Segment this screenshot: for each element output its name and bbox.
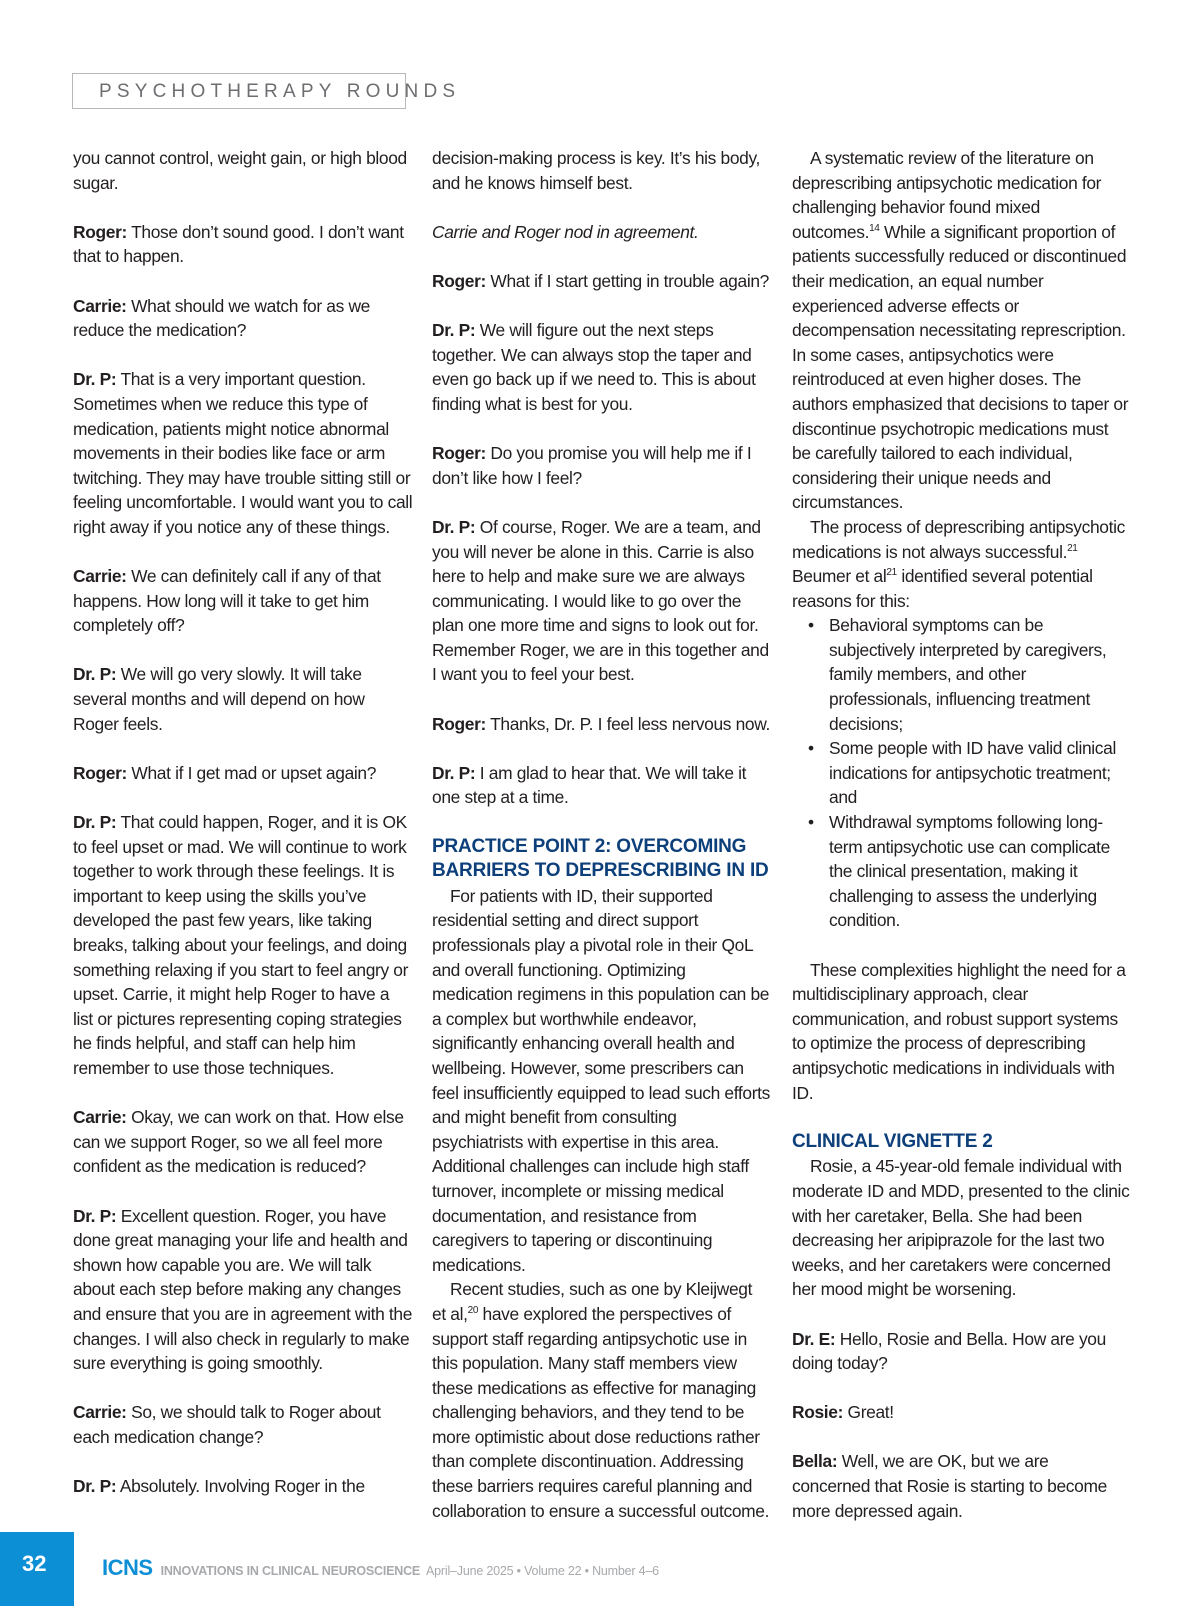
dialogue-text: Hello, Rosie and Bella. How are you doing today? bbox=[792, 1328, 1106, 1374]
page-number: 32 bbox=[22, 1551, 47, 1576]
dialogue-text: I am glad to hear that. We will take it one step at a time. bbox=[432, 762, 747, 808]
stage-direction: Carrie and Roger nod in agreement. bbox=[432, 221, 699, 242]
dialogue-text: Of course, Roger. We are a team, and you will never be alone in this. Carrie is also here to help and make sure we are always communicating. I would like to go over the plan one more time and signs to look out for. Remember Roger, we are in this together and I want you to feel your best. bbox=[432, 516, 769, 685]
reference-marker: 14 bbox=[869, 222, 880, 234]
speaker-name: Dr. P: bbox=[73, 1205, 117, 1226]
speaker-name: Dr. P: bbox=[432, 320, 476, 341]
body-text: While a significant proportion of patients successfully reduced or discontinued their medication, an equal number experienced adverse effects or decompensation necessitating represcription. In some cases, antipsychotics were reintroduced at even higher doses. The authors emphasized that decisions to taper or discontinue psychotropic medications must be carefully tailored to each individual, considering their unique needs and circumstances. bbox=[792, 221, 1129, 513]
speaker-name: Dr. P: bbox=[73, 1476, 117, 1497]
body-text: A systematic review of the literature on deprescribing antipsychotic medication for challenging behavior found mixed outcomes. bbox=[792, 148, 1102, 242]
dialogue-text: Excellent question. Roger, you have done great managing your life and health and shown how capable you are. We will talk about each step before making any changes and ensure that you are in agreement with the changes. I will also check in regularly to make sure everything is going smoothly. bbox=[73, 1205, 413, 1374]
dialogue-line bbox=[73, 564, 413, 638]
journal-logo: ICNS bbox=[102, 1555, 153, 1580]
speaker-name: Dr. P: bbox=[73, 812, 117, 833]
list-item bbox=[792, 810, 1130, 933]
dialogue-line bbox=[73, 294, 413, 343]
dialogue-text: Absolutely. Involving Roger in the bbox=[116, 1476, 365, 1497]
dialogue-text: What should we watch for as we reduce the medication? bbox=[73, 295, 370, 341]
dialogue-line bbox=[432, 761, 770, 810]
list-item-text: Behavioral symptoms can be subjectively interpreted by caregivers, family members, and other professionals, influencing treatment decisions; bbox=[829, 615, 1107, 734]
body-paragraph bbox=[792, 515, 1130, 613]
speaker-name: Dr. P: bbox=[432, 762, 476, 783]
dialogue-line bbox=[432, 318, 770, 416]
dialogue-text: That is a very important question. Sometimes when we reduce this type of medication, patients might notice abnormal movements in their bodies like face or arm twitching. They may have trouble sitting still or feeling uncomfortable. I would want you to call right away if you notice any of these things. bbox=[73, 369, 413, 537]
dialogue-line bbox=[432, 712, 770, 737]
dialogue-line bbox=[73, 1400, 413, 1449]
dialogue-line bbox=[73, 1474, 413, 1499]
reference-marker: 20 bbox=[467, 1305, 479, 1317]
section-header bbox=[72, 73, 461, 109]
dialogue-line bbox=[792, 1449, 1130, 1523]
list-item-text: Some people with ID have valid clinical indications for antipsychotic treatment; and bbox=[829, 738, 1116, 808]
issue-info: April–June 2025 • Volume 22 • Number 4–6 bbox=[426, 1564, 659, 1578]
reference-marker: 21 bbox=[886, 567, 897, 579]
dialogue-text: Those don’t sound good. I don’t want that to happen. bbox=[73, 221, 404, 267]
body-paragraph: These complexities highlight the need for a multidisciplinary approach, clear communication, and robust support systems to optimize the process of deprescribing antipsychotic medications in individuals with ID. bbox=[792, 959, 1126, 1103]
section-title: PSYCHOTHERAPY ROUNDS bbox=[99, 81, 461, 102]
body-text: identified several potential reasons for this: bbox=[792, 566, 1093, 611]
paragraph: you cannot control, weight gain, or high blood sugar. bbox=[73, 148, 407, 193]
bullet-list bbox=[792, 613, 1130, 933]
speaker-name: Carrie: bbox=[73, 295, 127, 316]
section-heading: PRACTICE POINT 2: OVERCOMING BARRIERS TO DEPRESCRIBING IN ID bbox=[432, 835, 769, 882]
column-3 bbox=[792, 146, 1130, 1523]
footer bbox=[102, 1555, 659, 1581]
speaker-name: Rosie: bbox=[792, 1402, 844, 1423]
dialogue-line bbox=[73, 662, 413, 736]
body-text: Beumer et al bbox=[792, 566, 887, 587]
speaker-name: Dr. P: bbox=[432, 516, 476, 537]
speaker-name: Bella: bbox=[792, 1451, 838, 1472]
speaker-name: Roger: bbox=[73, 762, 127, 783]
speaker-name: Roger: bbox=[432, 713, 486, 734]
dialogue-line bbox=[432, 269, 770, 294]
reference-marker: 21 bbox=[1067, 542, 1078, 554]
list-item-text: Withdrawal symptoms following long-term antipsychotic use can complicate the clinical presentation, making it challenging to assess the underlying condition. bbox=[829, 812, 1110, 931]
dialogue-line bbox=[792, 1400, 1130, 1425]
dialogue-text: Great! bbox=[843, 1402, 894, 1423]
speaker-name: Dr. P: bbox=[73, 664, 117, 685]
dialogue-line bbox=[73, 1204, 413, 1376]
dialogue-text: We will go very slowly. It will take several months and will depend on how Roger feels. bbox=[73, 664, 365, 734]
speaker-name: Roger: bbox=[432, 270, 486, 291]
speaker-name: Dr. P: bbox=[73, 369, 117, 390]
list-item bbox=[792, 613, 1130, 736]
dialogue-text: Do you promise you will help me if I don’t like how I feel? bbox=[432, 443, 752, 488]
speaker-name: Carrie: bbox=[73, 566, 127, 587]
bullet-icon: • bbox=[808, 812, 814, 833]
body-text: The process of deprescribing antipsychotic medications is not always successful. bbox=[792, 516, 1125, 562]
dialogue-text: What if I get mad or upset again? bbox=[126, 762, 377, 783]
column-2 bbox=[432, 146, 770, 1523]
dialogue-text: Okay, we can work on that. How else can we support Roger, so we all feel more confident as the medication is reduced? bbox=[73, 1107, 404, 1177]
bullet-icon: • bbox=[808, 738, 814, 759]
speaker-name: Carrie: bbox=[73, 1402, 127, 1423]
dialogue-line bbox=[792, 1327, 1130, 1376]
body-paragraph: For patients with ID, their supported residential setting and direct support professionals play a pivotal role in their QoL and overall functioning. Optimizing medication regimens in this population can be a complex but worthwhile endeavor, significantly enhancing overall health and wellbeing. However, some prescribers can feel insufficiently equipped to lead such efforts and might benefit from consulting psychiatrists with expertise in this area. Additional challenges can include high staff turnover, incomplete or missing medical documentation, and resistance from caregivers to tapering or discontinuing medications. bbox=[432, 885, 770, 1275]
speaker-name: Dr. E: bbox=[792, 1328, 836, 1349]
list-item bbox=[792, 736, 1130, 810]
body-paragraph: Rosie, a 45-year-old female individual with moderate ID and MDD, presented to the clinic with her caretaker, Bella. She had been decreasing her aripiprazole for the last two weeks, and her caretakers were concerned her mood might be worsening. bbox=[792, 1156, 1130, 1300]
body-paragraph bbox=[432, 1277, 770, 1523]
dialogue-line bbox=[432, 515, 770, 687]
speaker-name: Roger: bbox=[432, 443, 486, 464]
dialogue-text: We will figure out the next steps together. We can always stop the taper and even go back up if we need to. This is about finding what is best for you. bbox=[432, 320, 756, 414]
dialogue-line bbox=[73, 1105, 413, 1179]
dialogue-line bbox=[73, 761, 413, 786]
dialogue-line bbox=[73, 220, 413, 269]
bullet-icon: • bbox=[808, 615, 814, 636]
dialogue-line bbox=[432, 441, 770, 490]
journal-name: INNOVATIONS IN CLINICAL NEUROSCIENCE bbox=[160, 1564, 421, 1578]
dialogue-text: Thanks, Dr. P. I feel less nervous now. bbox=[485, 713, 770, 734]
paragraph: decision-making process is key. It’s his body, and he knows himself best. bbox=[432, 148, 760, 193]
dialogue-text: Well, we are OK, but we are concerned that Rosie is starting to become more depressed again. bbox=[792, 1451, 1107, 1521]
dialogue-line bbox=[73, 367, 413, 539]
section-heading: CLINICAL VIGNETTE 2 bbox=[792, 1130, 993, 1152]
dialogue-text: What if I start getting in trouble again? bbox=[485, 270, 769, 291]
body-paragraph bbox=[792, 146, 1130, 515]
dialogue-line bbox=[73, 810, 413, 1081]
speaker-name: Carrie: bbox=[73, 1107, 127, 1128]
speaker-name: Roger: bbox=[73, 221, 127, 242]
body-text: have explored the perspectives of support staff regarding antipsychotic use in this population. Many staff members view these medications as effective for managing challenging behaviors, and they tend to be more optimistic about dose reductions rather than complete discontinuation. Addressing these barriers requires careful planning and collaboration to ensure a successful outcome. bbox=[432, 1303, 770, 1521]
dialogue-text: That could happen, Roger, and it is OK to feel upset or mad. We will continue to work together to work through these feelings. It is important to keep using the skills you’ve developed the past few years, like taking breaks, talking about your feelings, and doing something relaxing if you start to feel angry or upset. Carrie, it might help Roger to have a list or pictures representing coping strategies he finds helpful, and staff can help him remember to use those techniques. bbox=[73, 812, 409, 1078]
dialogue-text: So, we should talk to Roger about each medication change? bbox=[73, 1402, 381, 1447]
body-text: Recent studies, such as one by Kleijwegt et al, bbox=[432, 1279, 753, 1324]
column-1 bbox=[73, 146, 413, 1499]
dialogue-text: We can definitely call if any of that happens. How long will it take to get him completely off? bbox=[73, 566, 381, 636]
